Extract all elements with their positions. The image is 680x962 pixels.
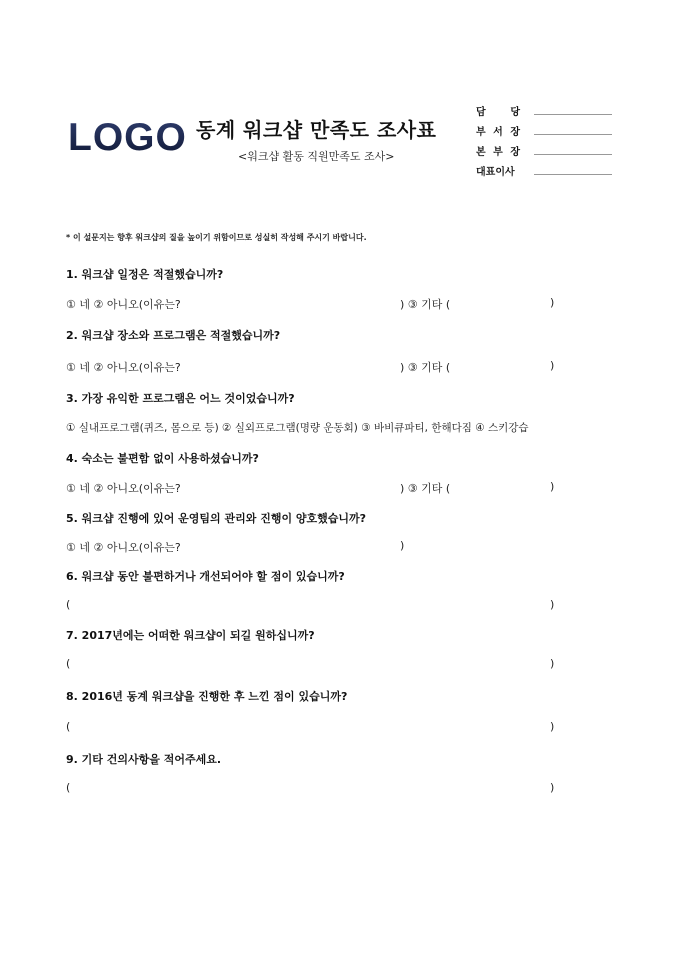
approval-row-division-head bbox=[472, 141, 614, 161]
page-title: 동계 워크샵 만족도 조사표 bbox=[196, 118, 437, 142]
approval-label: 본 부 장 bbox=[476, 147, 520, 158]
question-1: 1. 워크샵 일정은 적절했습니까? bbox=[66, 268, 224, 281]
answer-options[interactable]: ① 네 ② 아니오(이유는? bbox=[66, 298, 181, 311]
approval-label: 부 서 장 bbox=[476, 127, 520, 138]
question-3: 3. 가장 유익한 프로그램은 어느 것이었습니까? bbox=[66, 392, 295, 405]
answer-open[interactable]: ( bbox=[66, 598, 71, 611]
question-4: 4. 숙소는 불편함 없이 사용하셨습니까? bbox=[66, 452, 259, 465]
question-2: 2. 워크샵 장소와 프로그램은 적절했습니까? bbox=[66, 329, 281, 342]
answer-options[interactable]: ① 네 ② 아니오(이유는? bbox=[66, 361, 181, 374]
answer-close: ) bbox=[550, 657, 555, 670]
answer-open[interactable]: ( bbox=[66, 720, 71, 733]
question-5: 5. 워크샵 진행에 있어 운영팀의 관리와 진행이 양호했습니까? bbox=[66, 512, 367, 525]
answer-close: ) bbox=[550, 480, 555, 493]
answer-close: ) bbox=[550, 720, 555, 733]
approval-row-ceo bbox=[472, 161, 614, 181]
question-7: 7. 2017년에는 어떠한 워크샵이 되길 원하십니까? bbox=[66, 629, 315, 642]
company-logo: LOGO bbox=[68, 116, 187, 159]
approval-row-dept-head bbox=[472, 121, 614, 141]
approval-label: 대표이사 bbox=[476, 167, 515, 178]
answer-other[interactable]: ) ③ 기타 ( bbox=[400, 482, 451, 495]
approval-label: 담 당 bbox=[476, 107, 520, 118]
question-8: 8. 2016년 동계 워크샵을 진행한 후 느낀 점이 있습니까? bbox=[66, 690, 348, 703]
page-subtitle: <워크샵 활동 직원만족도 조사> bbox=[238, 150, 395, 163]
signature-line[interactable] bbox=[534, 154, 612, 155]
signature-line[interactable] bbox=[534, 134, 612, 135]
answer-open[interactable]: ( bbox=[66, 781, 71, 794]
answer-close: ) bbox=[550, 781, 555, 794]
answer-options[interactable]: ① 실내프로그램(퀴즈, 몸으로 등) ② 실외프로그램(명량 운동회) ③ 바비큐파티, 한해다짐 ④ 스키강습 bbox=[66, 422, 529, 434]
approval-box bbox=[472, 101, 614, 181]
answer-options[interactable]: ① 네 ② 아니오(이유는? bbox=[66, 482, 181, 495]
answer-other[interactable]: ) ③ 기타 ( bbox=[400, 361, 451, 374]
answer-other[interactable]: ) ③ 기타 ( bbox=[400, 298, 451, 311]
signature-line[interactable] bbox=[534, 174, 612, 175]
question-9: 9. 기타 건의사항을 적어주세요. bbox=[66, 753, 222, 766]
answer-close: ) bbox=[550, 598, 555, 611]
answer-close: ) bbox=[400, 539, 405, 552]
answer-open[interactable]: ( bbox=[66, 657, 71, 670]
answer-close: ) bbox=[550, 296, 555, 309]
survey-notice: * 이 설문지는 향후 워크샵의 질을 높이기 위함이므로 성실히 작성해 주시기 바랍니다. bbox=[66, 233, 367, 242]
answer-close: ) bbox=[550, 359, 555, 372]
approval-row-manager bbox=[472, 101, 614, 121]
signature-line[interactable] bbox=[534, 114, 612, 115]
question-6: 6. 워크샵 동안 불편하거나 개선되어야 할 점이 있습니까? bbox=[66, 570, 345, 583]
answer-options[interactable]: ① 네 ② 아니오(이유는? bbox=[66, 541, 181, 554]
